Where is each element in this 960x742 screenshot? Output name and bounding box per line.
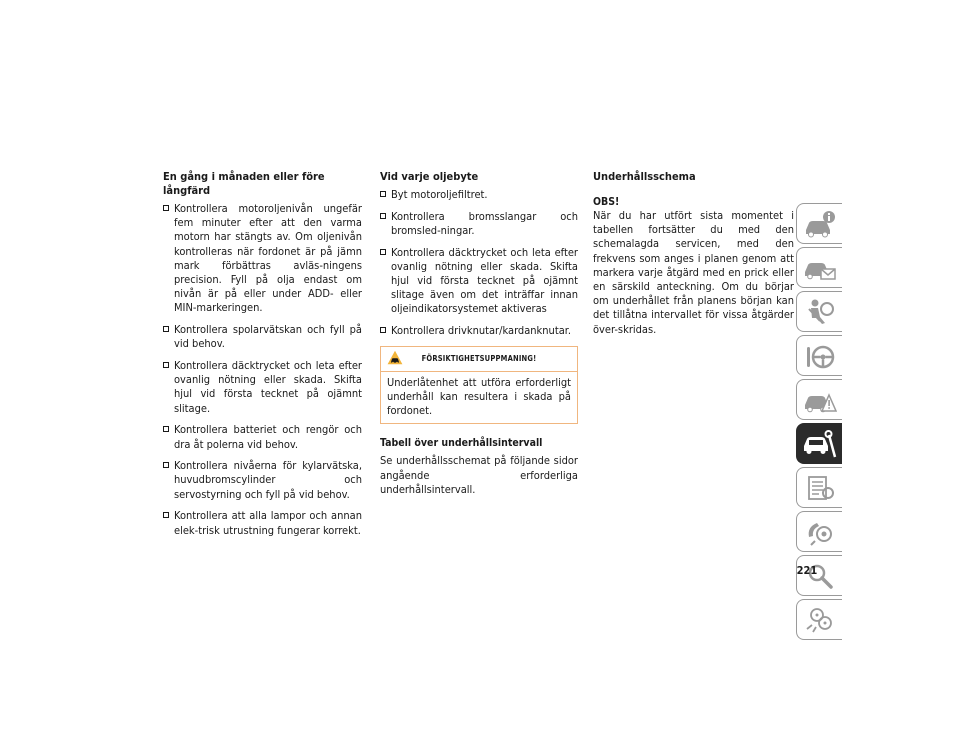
- caution-car-icon: [387, 350, 403, 365]
- car-warning-icon: [803, 385, 837, 415]
- tab-specifications[interactable]: [796, 467, 842, 508]
- tab-airbag[interactable]: [796, 291, 842, 332]
- tab-driving[interactable]: [796, 335, 842, 376]
- checkbox-icon: [380, 249, 386, 255]
- section-heading-intervals: Tabell över underhållsintervall: [380, 437, 543, 450]
- page-number: 221: [796, 564, 818, 577]
- list-item: Kontrollera däcktrycket och leta efter ovanlig nötning eller skada. Skifta hjul vid första tecknet på ojämnt slitage.: [163, 359, 362, 416]
- airbag-person-icon: [803, 297, 837, 327]
- checkbox-icon: [163, 205, 169, 211]
- specifications-list-icon: [803, 473, 837, 503]
- section-heading-oil-change: Vid varje oljebyte: [380, 170, 479, 183]
- column-left: [163, 170, 362, 545]
- tab-multimedia[interactable]: [796, 511, 842, 552]
- note-paragraph: När du har utfört sista momentet i tabellen fortsätter du med den schemalagda servicen, med den frekvens som anges i planen genom att markera varje åtgärd med en prick eller en särskild anteckning. Om du börjar om underhållet från planens början kan det tillåtna intervallet för vissa åtgärder över-skridas.: [593, 209, 794, 336]
- checkbox-icon: [163, 362, 169, 368]
- checkbox-icon: [163, 326, 169, 332]
- intervals-paragraph: Se underhållsschemat på följande sidor angående erforderliga underhållsintervall.: [380, 454, 578, 496]
- caution-title: FÖRSIKTIGHETSUPPMANING!: [421, 353, 537, 363]
- tab-service-maintenance[interactable]: [796, 423, 842, 464]
- list-item: Kontrollera att alla lampor och annan elek-trisk utrustning fungerar korrekt.: [163, 509, 362, 537]
- list-item: Kontrollera batteriet och rengör och dra åt polerna vid behov.: [163, 423, 362, 451]
- car-wrench-icon: [802, 429, 838, 459]
- checkbox-icon: [163, 462, 169, 468]
- multimedia-icon: [803, 517, 837, 547]
- list-item: Byt motoroljefiltret.: [380, 188, 578, 202]
- list-item: Kontrollera bromsslangar och bromsled-ningar.: [380, 210, 578, 238]
- checkbox-icon: [380, 191, 386, 197]
- tab-car-mail[interactable]: [796, 247, 842, 288]
- checkbox-icon: [380, 327, 386, 333]
- checkbox-icon: [163, 426, 169, 432]
- car-info-icon: [803, 209, 837, 239]
- column-right: [593, 170, 794, 345]
- list-item: Kontrollera spolarvätskan och fyll på vid behov.: [163, 323, 362, 351]
- note-label: OBS!: [593, 196, 620, 208]
- section-heading-monthly: En gång i månaden eller före långfärd: [163, 170, 325, 197]
- tab-car-info[interactable]: [796, 203, 842, 244]
- languages-icon: [803, 605, 837, 635]
- caution-header: [381, 347, 577, 372]
- list-item: Kontrollera däcktrycket och leta efter ovanlig nötning eller skada. Skifta hjul vid första tecknet på ojämnt slitage även om det inträffar innan oljeindikatorsystemet aktiveras: [380, 246, 578, 317]
- checklist-monthly: [163, 202, 362, 538]
- list-item: Kontrollera nivåerna för kylarvätska, huvudbromscylinder och servostyrning och fyll på vid behov.: [163, 459, 362, 502]
- checklist-oil-change: [380, 188, 578, 338]
- list-item: Kontrollera drivknutar/kardanknutar.: [380, 324, 578, 338]
- steering-wheel-icon: [803, 341, 837, 371]
- caution-body: Underlåtenhet att utföra erforderligt underhåll kan resultera i skada på fordonet.: [387, 375, 571, 418]
- section-heading-schedule: Underhållsschema: [593, 170, 696, 183]
- car-mail-icon: [803, 253, 837, 283]
- column-middle: [380, 170, 578, 505]
- tab-languages[interactable]: [796, 599, 842, 640]
- tab-emergency[interactable]: [796, 379, 842, 420]
- caution-box: [380, 346, 578, 425]
- list-item: Kontrollera motoroljenivån ungefär fem minuter efter att den varma motorn har stängts av. Om oljenivån kontrolleras när fordonet är på jämn mark förbättras avläs-ningens precision. Fyll på olja endast om nivån är på eller under ADD- eller MIN-markeringen.: [163, 202, 362, 316]
- checkbox-icon: [163, 512, 169, 518]
- checkbox-icon: [380, 213, 386, 219]
